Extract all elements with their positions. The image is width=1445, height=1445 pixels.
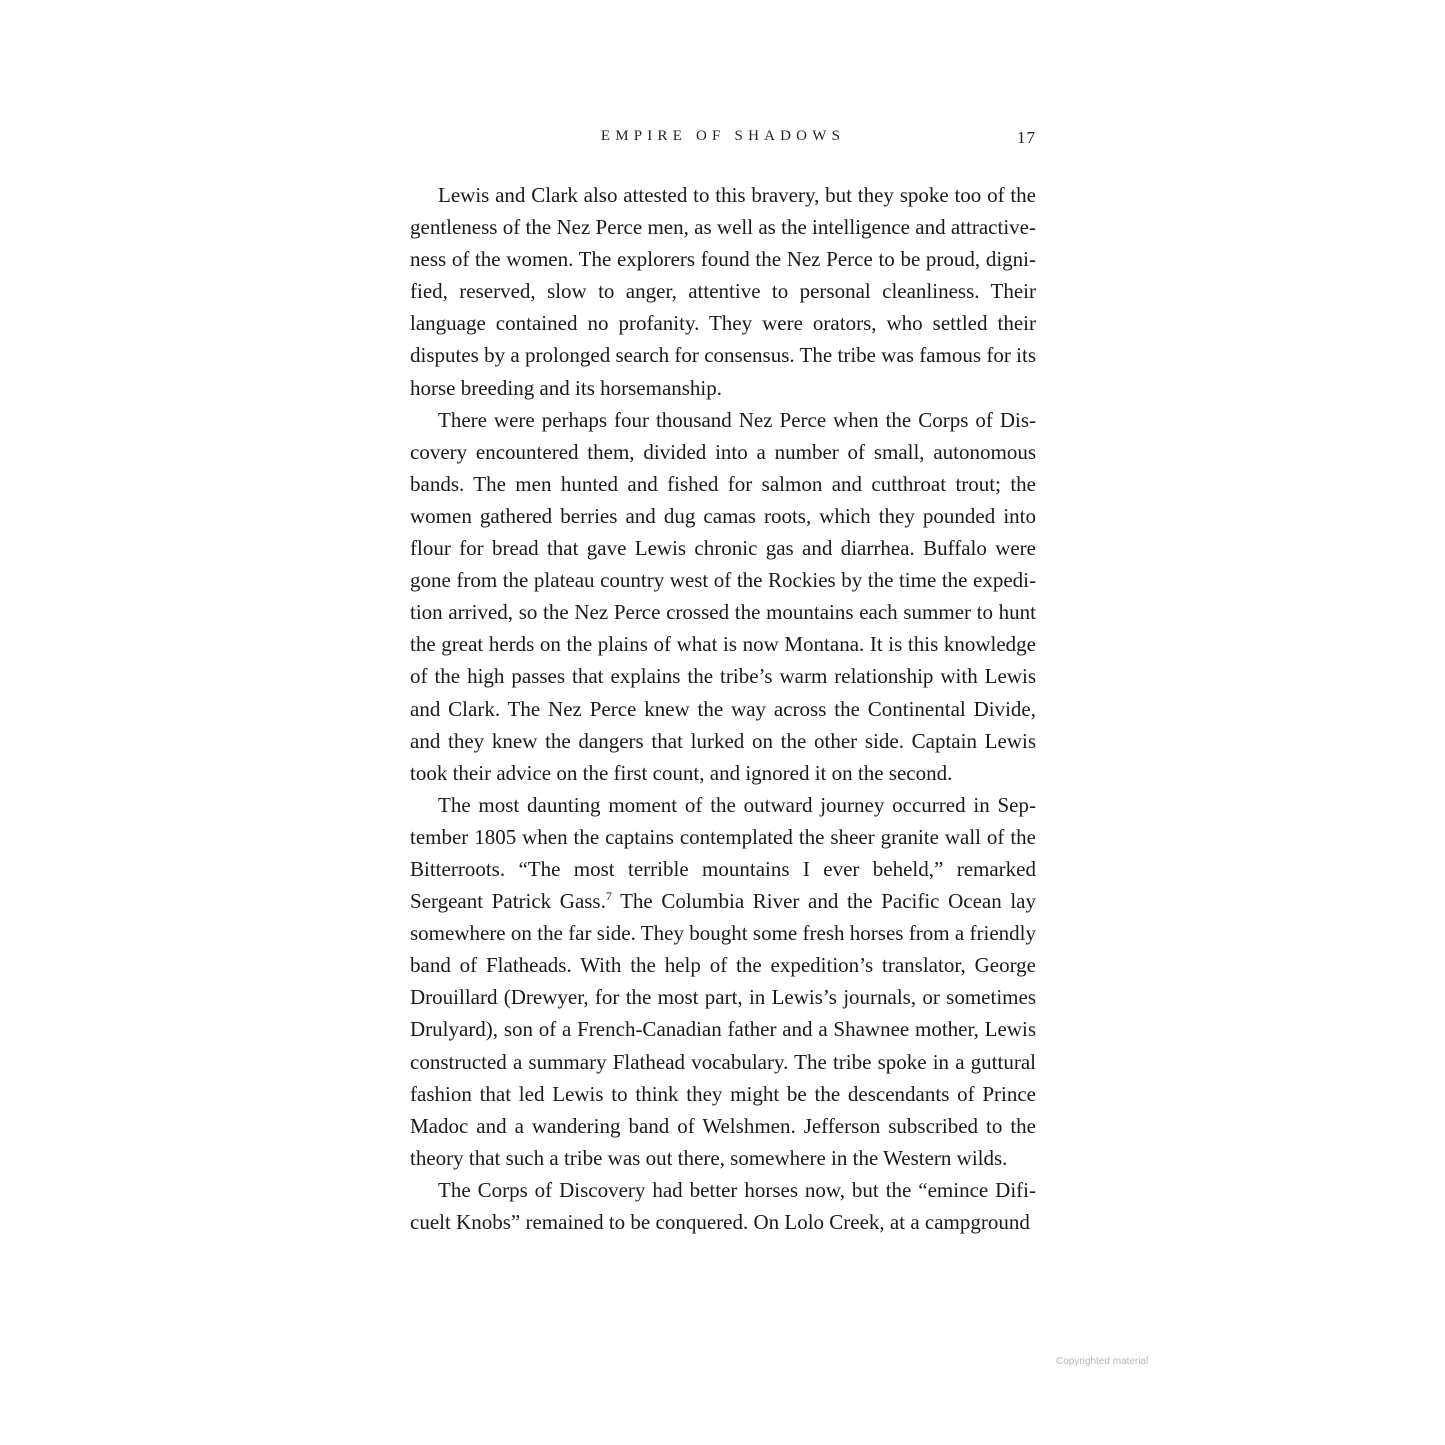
paragraph-4: The Corps of Discovery had better horses now, but the “emince Dificuelt Knobs” remained to be conquered. On Lolo Creek, at a campground: [410, 1177, 1036, 1234]
paragraph-1: Lewis and Clark also attested to this bravery, but they spoke too of the gentleness of the Nez Perce men, as well as the intelligence and attractiveness of the women. The explorers found the Nez Perce to be proud, dignified, reserved, slow to anger, attentive to personal cleanliness. Their language contained no profanity. They were orators, who settled their disputes by a prolonged search for consensus. The tribe was famous for its horse breeding and its horsemanship.: [410, 183, 1036, 400]
running-title: EMPIRE OF SHADOWS: [600, 128, 846, 144]
footnote-marker[interactable]: 7: [605, 889, 612, 904]
body-text: [410, 179, 1036, 1238]
page-number: 17: [1017, 128, 1036, 147]
paragraph-2: There were perhaps four thousand Nez Perce when the Corps of Discovery encountered them, divided into a number of small, autonomous bands. The men hunted and fished for salmon and cutthroat trout; the women gathered berries and dug camas roots, which they pounded into flour for bread that gave Lewis chronic gas and diarrhea. Buffalo were gone from the plateau country west of the Rockies by the time the expedition arrived, so the Nez Perce crossed the mountains each summer to hunt the great herds on the plains of what is now Montana. It is this knowledge of the high passes that explains the tribe’s warm relationship with Lewis and Clark. The Nez Perce knew the way across the Continental Divide, and they knew the dangers that lurked on the other side. Captain Lewis took their advice on the first count, and ignored it on the second.: [410, 407, 1036, 785]
paragraph-3-text-after: The Columbia River and the Pacific Ocean lay somewhere on the far side. They bought some fresh horses from a friendly band of Flatheads. With the help of the expedition’s translator, George Drouillard (Drewyer, for the most part, in Lewis’s journals, or sometimes Drulyard), son of a French-Canadian father and a Shawnee mother, Lewis constructed a summary Flathead vocabulary. The tribe spoke in a guttural fashion that led Lewis to think they might be the descendants of Prince Madoc and a wandering band of Welshmen. Jefferson subscribed to the theory that such a tribe was out there, somewhere in the Western wilds.: [410, 889, 1036, 1170]
running-header: [410, 128, 1036, 154]
paragraph-3-text-before: The most daunting moment of the outward journey occurred in September 1805 when the captains contemplated the sheer granite wall of the Bitterroots. “The most terrible mountains I ever beheld,” remarked Sergeant Patrick Gass.: [410, 792, 1036, 914]
paragraph-3: [410, 789, 1036, 1174]
copyright-watermark: Copyrighted material: [1056, 1356, 1149, 1367]
